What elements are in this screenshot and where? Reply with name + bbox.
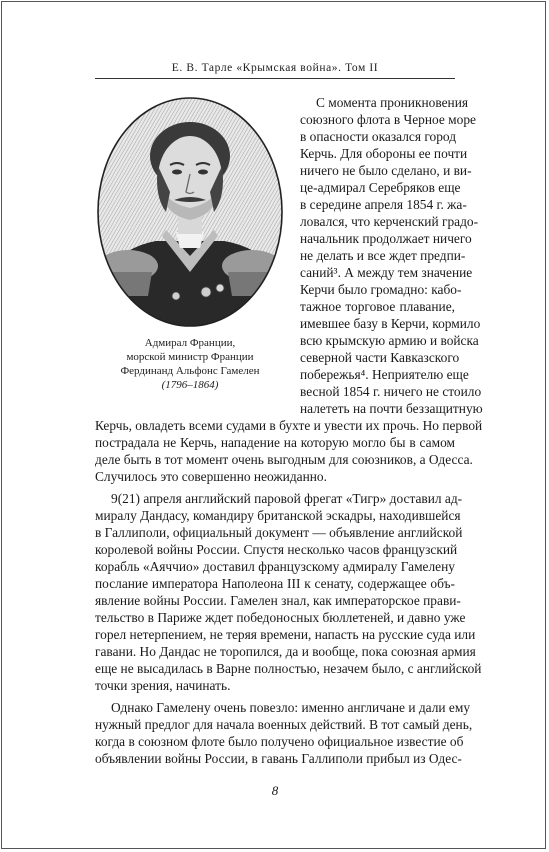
body-text-line: объявлении войны России, в гавань Галлиполи прибыл из Одес- [95,751,462,766]
body-text-line: Случилось это совершенно неожиданно. [95,469,327,484]
caption-line: Фердинанд Альфонс Гамелен [120,365,260,377]
caption-line: морской министр Франции [126,351,254,363]
admiral-portrait-engraving [96,96,284,328]
body-text-line: в опасности оказался город [300,129,457,144]
body-text-line: Керчь, овладеть всеми судами в бухте и увести их прочь. Но первой [95,418,483,433]
body-text-line: союзного флота в Черное море [300,112,476,127]
body-text-line: миралу Дандасу, командиру британской эскадры, находившейся [95,508,461,523]
body-text-line: северной части Кавказского [300,350,460,365]
body-text-line: саний³. А между тем значение [300,265,473,280]
body-text-line: 9(21) апреля английский паровой фрегат «Тигр» доставил ад- [111,491,463,506]
body-text-line: горел нетерпением, не теряя времени, напасть на русские суда или [95,627,476,642]
page-number: 8 [271,783,279,798]
body-text-line: С момента проникновения [316,95,469,110]
body-text-line: Однако Гамелену очень повезло: именно англичане и дали ему [111,700,471,715]
body-text-line: точки зрения, начинать. [95,678,231,693]
body-text-line: еще не высадилась в Варне полностью, незачем было, с английской [95,661,482,676]
body-text-line: в Галлиполи, официальный документ — объявление английской [95,525,463,540]
body-text-line: весной 1854 г. ничего не стоило [300,384,482,399]
body-text-line: тажное торговое плавание, [300,299,455,314]
caption-line: Адмирал Франции, [144,337,236,349]
body-text-line: послание императора Наполеона III к сенату, содержащее объ- [95,576,455,591]
body-text-line: деле быть в тот момент очень выгодным для союзников, а Одесса. [95,452,473,467]
body-text-line: явление войны России. Гамелен знал, как императорское прави- [95,593,461,608]
body-text-line: пострадала не Керчь, нападение на которую могло бы в самом [95,435,455,450]
body-text-line: в середине апреля 1854 г. жа- [300,197,467,212]
body-text-line: нужный предлог для начала военных действий. В тот самый день, [95,717,473,732]
body-text-line: королевой войны России. Спустя несколько часов французский [95,542,458,557]
body-text-line: ловался, что керченский градо- [300,214,479,229]
running-header: Е. В. Тарле «Крымская война». Том II [171,62,379,74]
body-text-line: всю крымскую армию и войска [300,333,479,348]
body-text-line: ничего не было сделано, и ви- [300,163,472,178]
body-text-line: Керчи было громадно: кабо- [300,282,462,297]
body-text-line: гавани. Но Дандас не торопился, да и вообще, пока союзная армия [95,644,476,659]
body-text-line: налететь на почти беззащитную [300,401,483,416]
figure-caption [96,336,284,392]
body-text-line: тельство в Париже ждет победоносных бюллетеней, и давно уже [95,610,466,625]
body-text-line: не делать и все ждет предпи- [300,248,466,263]
body-text-line: Керчь. Для обороны ее почти [300,146,468,161]
body-text-line: побережья⁴. Неприятелю еще [300,367,469,382]
body-text-line: це-адмирал Серебряков еще [300,180,461,195]
body-text-line: начальник продолжает ничего [300,231,472,246]
body-text-line: имевшее базу в Керчи, кормило [300,316,481,331]
header-rule [95,78,455,79]
body-text-line: когда в союзном флоте было получено официальное известие об [95,734,464,749]
caption-dates: (1796–1864) [161,379,219,391]
body-text-line: корабль «Аяччио» доставил французскому адмиралу Гамелену [95,559,455,574]
